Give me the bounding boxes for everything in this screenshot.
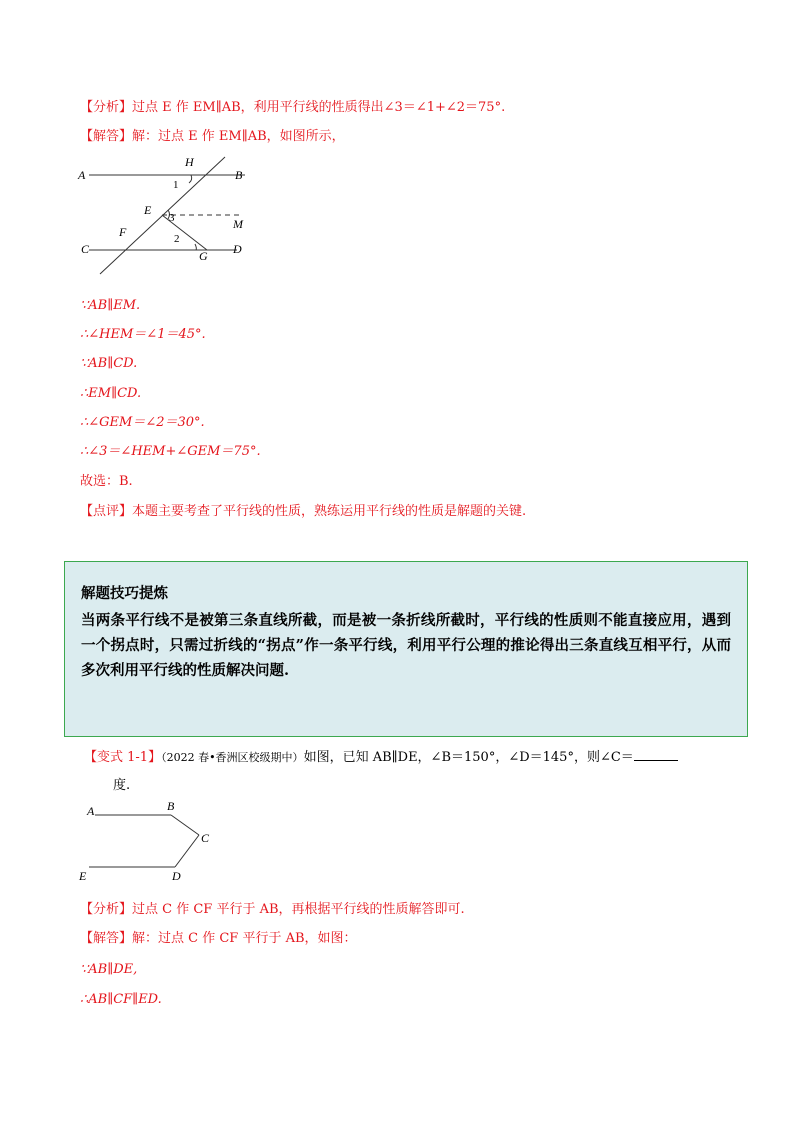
comment-tag: 【点评】 xyxy=(80,504,133,519)
label-m: M xyxy=(233,217,243,231)
step-6: ∴∠3＝∠HEM+∠GEM＝75°. xyxy=(80,444,261,459)
analysis-tag: 【分析】 xyxy=(80,100,133,115)
parallel-lines-figure-2 xyxy=(75,797,225,887)
answer-line-1 xyxy=(80,128,345,146)
analysis-line-1 xyxy=(80,99,505,117)
variant-question-text: 如图，已知 AB∥DE，∠B＝150°，∠D＝145°，则∠C＝ xyxy=(303,750,634,765)
tips-body: 当两条平行线不是被第三条直线所截，而是被一条折线所截时，平行线的性质则不能直接应用，遇到一个拐点时，只需过折线的“拐点”作一条平行线，利用平行公理的推论得出三条直线互相平行，从而多次利用平行线的性质解决问题. xyxy=(81,612,731,679)
label-h: H xyxy=(185,155,194,169)
variant-question xyxy=(84,748,678,767)
label-f: F xyxy=(119,225,127,239)
label-2: 2 xyxy=(174,233,180,245)
segment-bc xyxy=(171,815,199,835)
step-4: ∴EM∥CD. xyxy=(80,386,142,401)
variant-tag: 【变式 1-1】 xyxy=(84,750,162,765)
tips-box xyxy=(64,561,748,737)
variant-step-2: ∴AB∥CF∥ED. xyxy=(80,992,162,1007)
label-d: D xyxy=(233,242,242,256)
comment-line xyxy=(80,503,526,521)
variant-analysis-tag: 【分析】 xyxy=(80,902,133,917)
answer-tag: 【解答】 xyxy=(80,129,133,144)
variant-answer-text: 解：过点 C 作 CF 平行于 AB，如图： xyxy=(132,931,357,946)
answer-blank xyxy=(634,748,678,761)
segment-cd xyxy=(175,835,199,867)
step-7: 故选：B. xyxy=(80,474,133,489)
variant-analysis-text: 过点 C 作 CF 平行于 AB，再根据平行线的性质解答即可. xyxy=(132,902,465,917)
variant-answer-tag: 【解答】 xyxy=(80,931,133,946)
variant-source: （2022 春•香洲区校级期中） xyxy=(161,751,304,764)
label-e-2: E xyxy=(79,869,87,883)
label-c-2: C xyxy=(201,831,210,845)
label-3: 3 xyxy=(169,212,175,224)
label-b-2: B xyxy=(167,799,175,813)
tips-title: 解题技巧提炼 xyxy=(81,585,168,602)
angle-1-arc xyxy=(189,175,192,183)
variant-analysis xyxy=(80,901,465,919)
step-2: ∴∠HEM＝∠1＝45°. xyxy=(80,327,206,342)
parallel-lines-figure-1 xyxy=(75,152,265,277)
step-1: ∵AB∥EM. xyxy=(80,298,141,313)
angle-2-arc xyxy=(195,244,196,250)
variant-unit: 度. xyxy=(113,778,131,793)
variant-answer xyxy=(80,930,357,948)
step-5: ∴∠GEM＝∠2＝30°. xyxy=(80,415,205,430)
label-b: B xyxy=(235,168,243,182)
variant-step-1: ∵AB∥DE, xyxy=(80,962,138,977)
label-d-2: D xyxy=(172,869,181,883)
label-a-2: A xyxy=(87,804,95,818)
analysis-text: 过点 E 作 EM∥AB，利用平行线的性质得出∠3＝∠1+∠2＝75°. xyxy=(132,100,506,115)
label-a: A xyxy=(78,168,86,182)
comment-text: 本题主要考查了平行线的性质，熟练运用平行线的性质是解题的关键. xyxy=(132,504,527,519)
answer-text: 解：过点 E 作 EM∥AB，如图所示， xyxy=(132,129,345,144)
label-c: C xyxy=(81,242,90,256)
label-g: G xyxy=(199,249,208,263)
label-1: 1 xyxy=(173,179,179,191)
label-e: E xyxy=(144,203,152,217)
step-3: ∵AB∥CD. xyxy=(80,356,138,371)
